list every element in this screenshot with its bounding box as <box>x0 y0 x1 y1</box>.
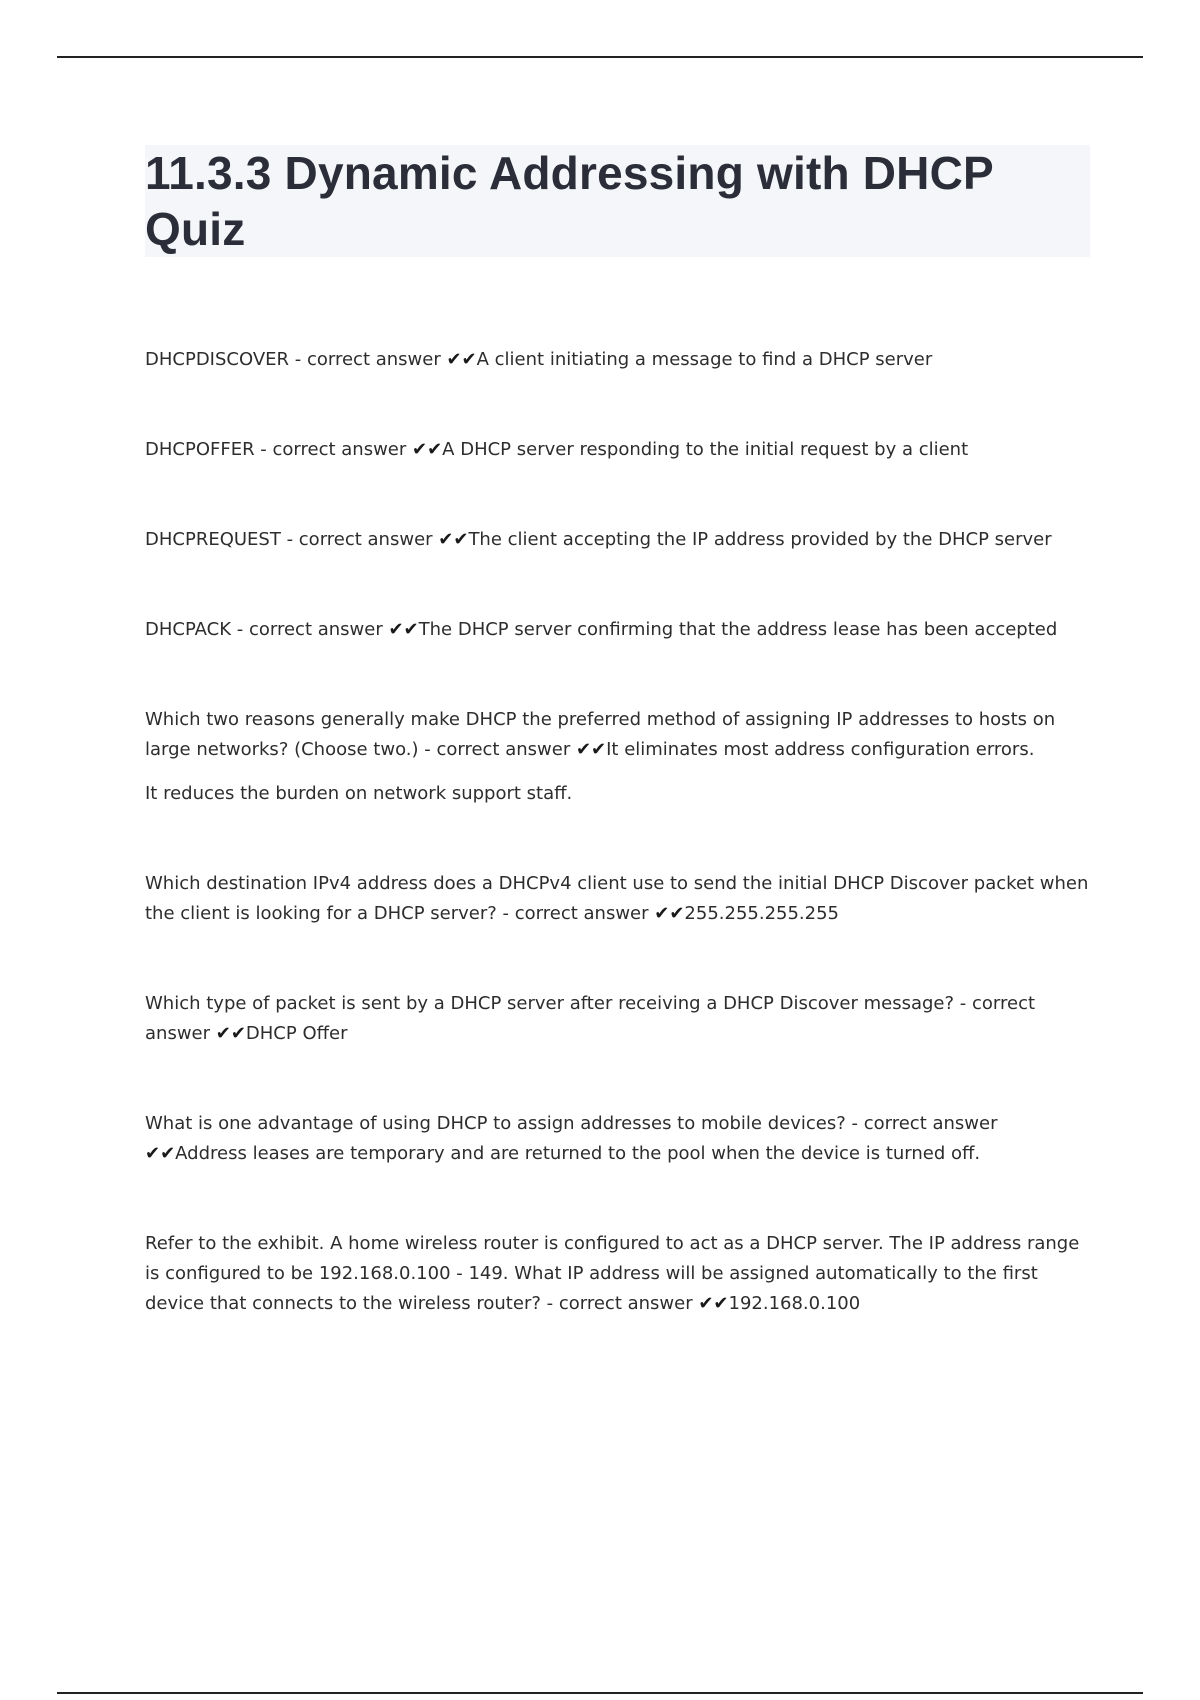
answer-separator: - correct answer <box>540 1293 699 1314</box>
answer-separator: - correct answer <box>289 349 447 370</box>
check-marks-icon: ✔✔ <box>388 619 419 640</box>
question-text: DHCPREQUEST <box>145 529 281 550</box>
qa-item <box>145 435 1090 465</box>
question-text: DHCPDISCOVER <box>145 349 290 370</box>
answer-text: 192.168.0.100 <box>728 1293 861 1314</box>
answer-text: It eliminates most address configuration errors. <box>606 739 1035 760</box>
qa-item <box>145 989 1090 1049</box>
top-rule <box>57 56 1143 58</box>
check-marks-icon: ✔✔ <box>145 1143 176 1164</box>
check-marks-icon: ✔✔ <box>438 529 469 550</box>
question-text: Which two reasons generally make DHCP the preferred method of assigning IP addresses to hosts on large networks? (Choose two.) <box>145 709 1056 760</box>
answer-text: The client accepting the IP address provided by the DHCP server <box>468 529 1052 550</box>
check-marks-icon: ✔✔ <box>412 439 443 460</box>
answer-text: DHCP Offer <box>245 1023 348 1044</box>
answer-separator: - correct answer <box>496 903 655 924</box>
title-banner <box>145 145 1090 257</box>
qa-item <box>145 615 1090 645</box>
qa-item <box>145 705 1090 809</box>
qa-list <box>145 345 1090 1319</box>
answer-separator: - correct answer <box>231 619 389 640</box>
check-marks-icon: ✔✔ <box>698 1293 729 1314</box>
page-title: 11.3.3 Dynamic Addressing with DHCP Quiz <box>145 147 994 255</box>
answer-separator: - correct answer <box>418 739 576 760</box>
check-marks-icon: ✔✔ <box>575 739 607 760</box>
answer-text: A client initiating a message to find a DHCP server <box>476 349 933 370</box>
bottom-rule <box>57 1692 1143 1694</box>
question-text: Which type of packet is sent by a DHCP server after receiving a DHCP Discover message? <box>145 993 955 1014</box>
answer-text: 255.255.255.255 <box>684 903 840 924</box>
qa-item <box>145 869 1090 929</box>
document-body <box>145 145 1090 1379</box>
question-text: Refer to the exhibit. A home wireless router is configured to act as a DHCP server. The IP address range is configured to be 192.168.0.100 - 149. What IP address will be assigned automatically to the first device that connects to the wireless router? <box>145 1233 1080 1314</box>
qa-item <box>145 345 1090 375</box>
qa-item <box>145 525 1090 555</box>
check-marks-icon: ✔✔ <box>654 903 685 924</box>
answer-text-extra: It reduces the burden on network support staff. <box>145 783 573 804</box>
question-text: Which destination IPv4 address does a DHCPv4 client use to send the initial DHCP Discover packet when the client is looking for a DHCP server? <box>145 873 1089 924</box>
question-text: DHCPACK <box>145 619 232 640</box>
answer-text: Address leases are temporary and are returned to the pool when the device is turned off. <box>175 1143 981 1164</box>
answer-text: A DHCP server responding to the initial request by a client <box>442 439 969 460</box>
qa-item <box>145 1229 1090 1319</box>
answer-separator: - correct answer <box>145 993 1036 1044</box>
qa-item <box>145 1109 1090 1169</box>
check-marks-icon: ✔✔ <box>446 349 477 370</box>
answer-separator: - correct answer <box>254 439 412 460</box>
question-text: What is one advantage of using DHCP to assign addresses to mobile devices? <box>145 1113 846 1134</box>
answer-separator: - correct answer <box>845 1113 998 1134</box>
answer-separator: - correct answer <box>280 529 439 550</box>
check-marks-icon: ✔✔ <box>215 1023 246 1044</box>
answer-text: The DHCP server confirming that the address lease has been accepted <box>418 619 1058 640</box>
question-text: DHCPOFFER <box>145 439 255 460</box>
